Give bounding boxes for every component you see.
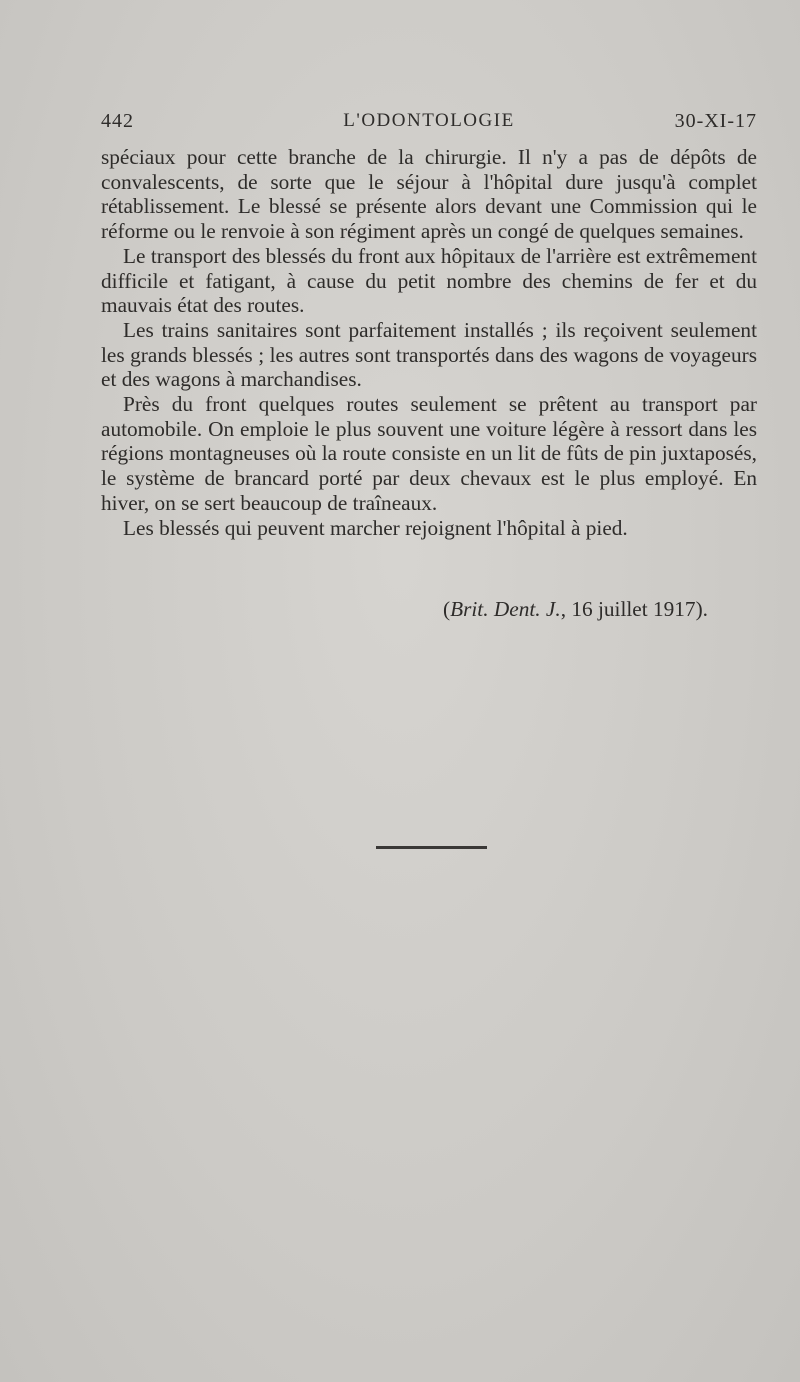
section-divider — [376, 846, 487, 849]
citation — [101, 597, 708, 622]
article-body — [101, 145, 757, 540]
running-header — [101, 110, 757, 140]
citation-open: ( — [443, 597, 451, 621]
paragraph: Les trains sanitaires sont parfaitement installés ; ils reçoivent seulement les grands blessés ; les autres sont transportés dans des wagons de voyageurs et des wagons à marchandises. — [101, 317, 757, 392]
citation-rest: , 16 juillet 1917). — [560, 597, 708, 621]
page-number: 442 — [101, 110, 134, 132]
issue-date: 30-XI-17 — [674, 110, 757, 132]
paragraph: spéciaux pour cette branche de la chirurgie. Il n'y a pas de dépôts de convalescents, de sorte que le séjour à l'hôpital dure jusqu'à complet rétablissement. Le blessé se présente alors devant une Commission qui le réforme ou le renvoie à son régiment après un congé de quelques semaines. — [101, 145, 757, 244]
citation-source: Brit. Dent. J. — [450, 597, 561, 621]
paragraph: Les blessés qui peuvent marcher rejoignent l'hôpital à pied. — [123, 515, 628, 540]
paragraph: Le transport des blessés du front aux hôpitaux de l'arrière est extrêmement difficile et fatigant, à cause du petit nombre des chemins de fer et du mauvais état des routes. — [101, 243, 757, 318]
paragraph: Près du front quelques routes seulement se prêtent au transport par automobile. On emploie le plus souvent une voiture légère à ressort dans les régions montagneuses où la route consiste en un lit de fûts de pin juxtaposés, le système de brancard porté par deux chevaux est le plus employé. En hiver, on se sert beaucoup de traîneaux. — [101, 392, 757, 515]
journal-title: L'ODONTOLOGIE — [343, 110, 515, 131]
